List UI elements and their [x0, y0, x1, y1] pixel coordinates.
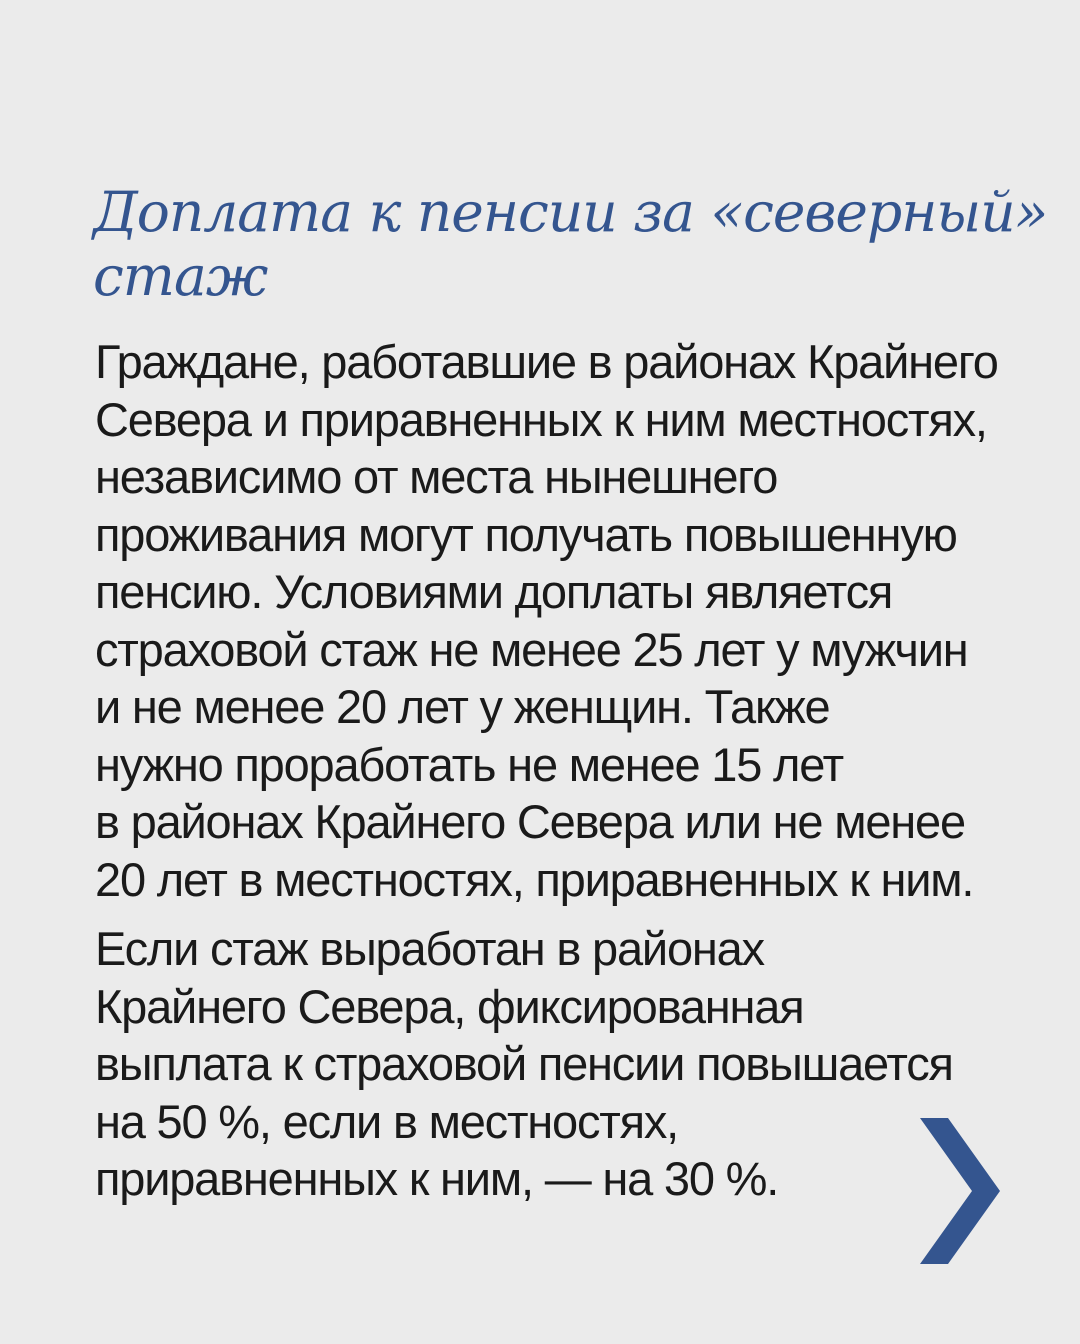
- text-line: 20 лет в местностях, приравненных к ним.: [95, 852, 974, 906]
- text-line: на 50 %, если в местностях,: [95, 1094, 679, 1148]
- paragraph-payment: [95, 920, 953, 1208]
- text-line: нужно проработать не менее 15 лет: [95, 737, 843, 791]
- text-line: в районах Крайнего Севера или не менее: [95, 795, 965, 848]
- paragraph-eligibility: [95, 333, 998, 908]
- text-line: приравненных к ним, — на 30 %.: [95, 1152, 779, 1205]
- text-line: Севера и приравненных к ним местностях,: [95, 392, 987, 446]
- text-line: проживания могут получать повышенную: [95, 507, 957, 561]
- text-line: Если стаж выработан в районах: [95, 922, 764, 975]
- text-line: пенсию. Условиями доплаты является: [95, 565, 893, 618]
- next-slide-button[interactable]: [918, 1118, 1002, 1264]
- page-title: [93, 180, 1048, 308]
- title-line: стаж: [93, 244, 268, 308]
- title-line: Доплата к пенсии за «северный»: [93, 180, 1048, 244]
- text-line: выплата к страховой пенсии повышается: [95, 1037, 953, 1090]
- chevron-right-icon: [918, 1118, 1002, 1264]
- text-line: страховой стаж не менее 25 лет у мужчин: [95, 622, 968, 676]
- text-line: и не менее 20 лет у женщин. Также: [95, 680, 830, 733]
- text-line: независимо от места нынешнего: [95, 450, 778, 503]
- text-line: Граждане, работавшие в районах Крайнего: [95, 335, 998, 388]
- text-line: Крайнего Севера, фиксированная: [95, 979, 804, 1033]
